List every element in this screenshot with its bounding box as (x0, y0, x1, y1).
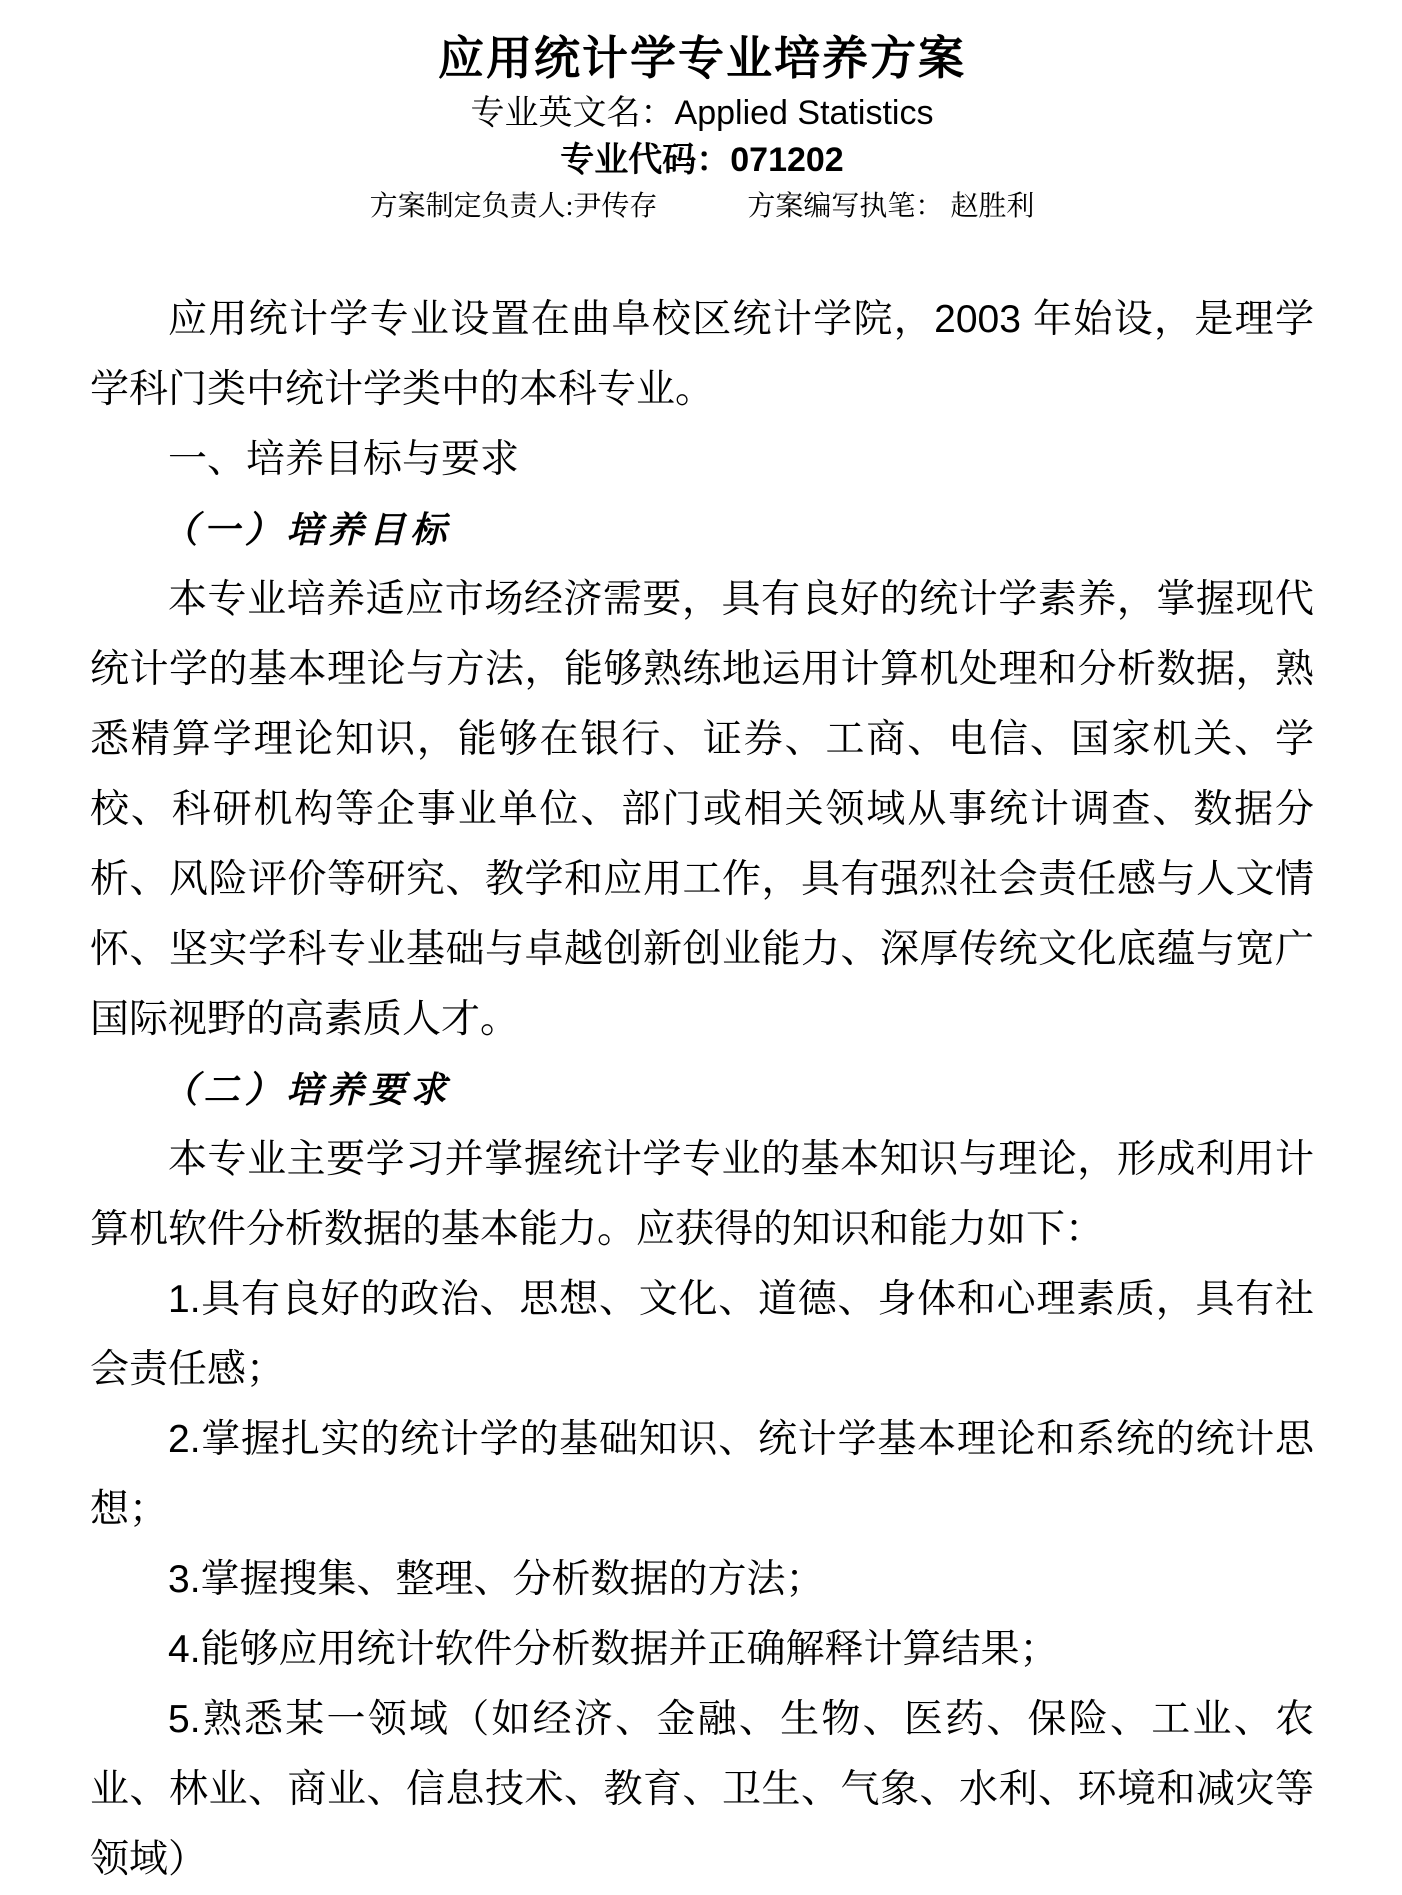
subsection-heading-training-requirement: （二）培养要求 (162, 1070, 452, 1110)
intro-paragraph: 应用统计学专业设置在曲阜校区统计学院，2003 年始设，是理学学科门类中统计学类中的本科专业。 (90, 298, 1314, 411)
training-requirement-paragraph: 本专业主要学习并掌握统计学专业的基本知识与理论，形成利用计算机软件分析数据的基本能力。应获得的知识和能力如下： (90, 1138, 1314, 1251)
major-code-line (90, 137, 1314, 183)
major-code-value: 071202 (730, 141, 844, 179)
document-title: 应用统计学专业培养方案 (438, 32, 966, 84)
plan-writer-name: 赵胜利 (950, 191, 1035, 222)
subsection-heading-training-goal: （一）培养目标 (162, 510, 452, 550)
english-name-value: Applied Statistics (674, 94, 934, 132)
training-goal-paragraph: 本专业培养适应市场经济需要，具有良好的统计学素养，掌握现代统计学的基本理论与方法，能够熟练地运用计算机处理和分析数据，熟悉精算学理论知识，能够在银行、证券、工商、电信、国家机关、学校、科研机构等企事业单位、部门或相关领域从事统计调查、数据分析、风险评价等研究、教学和应用工作，具有强烈社会责任感与人文情怀、坚实学科专业基础与卓越创新创业能力、深厚传统文化底蕴与宽广国际视野的高素质人才。 (90, 578, 1314, 1041)
requirement-item-4: 4.能够应用统计软件分析数据并正确解释计算结果； (168, 1628, 1059, 1671)
plan-writer-label: 方案编写执笔： (747, 191, 944, 222)
plan-maker-label: 方案制定负责人: (369, 191, 574, 222)
plan-maker-name: 尹传存 (573, 191, 658, 222)
requirement-item-3: 3.掌握搜集、整理、分析数据的方法； (168, 1558, 825, 1601)
authors-line (90, 187, 1314, 227)
requirement-item-1: 1.具有良好的政治、思想、文化、道德、身体和心理素质，具有社会责任感； (90, 1278, 1314, 1391)
requirement-item-2: 2.掌握扎实的统计学的基础知识、统计学基本理论和系统的统计思想； (90, 1418, 1314, 1531)
section-heading-training-goals-and-requirements: 一、培养目标与要求 (168, 438, 520, 481)
english-name-line (90, 90, 1314, 137)
document-body (90, 285, 1314, 1895)
major-code-label: 专业代码： (560, 141, 731, 179)
english-name-label: 专业英文名： (470, 95, 675, 132)
requirement-item-5: 5.熟悉某一领域（如经济、金融、生物、医药、保险、工业、农业、林业、商业、信息技术、教育、卫生、气象、水利、环境和减灾等领域） (90, 1698, 1314, 1881)
